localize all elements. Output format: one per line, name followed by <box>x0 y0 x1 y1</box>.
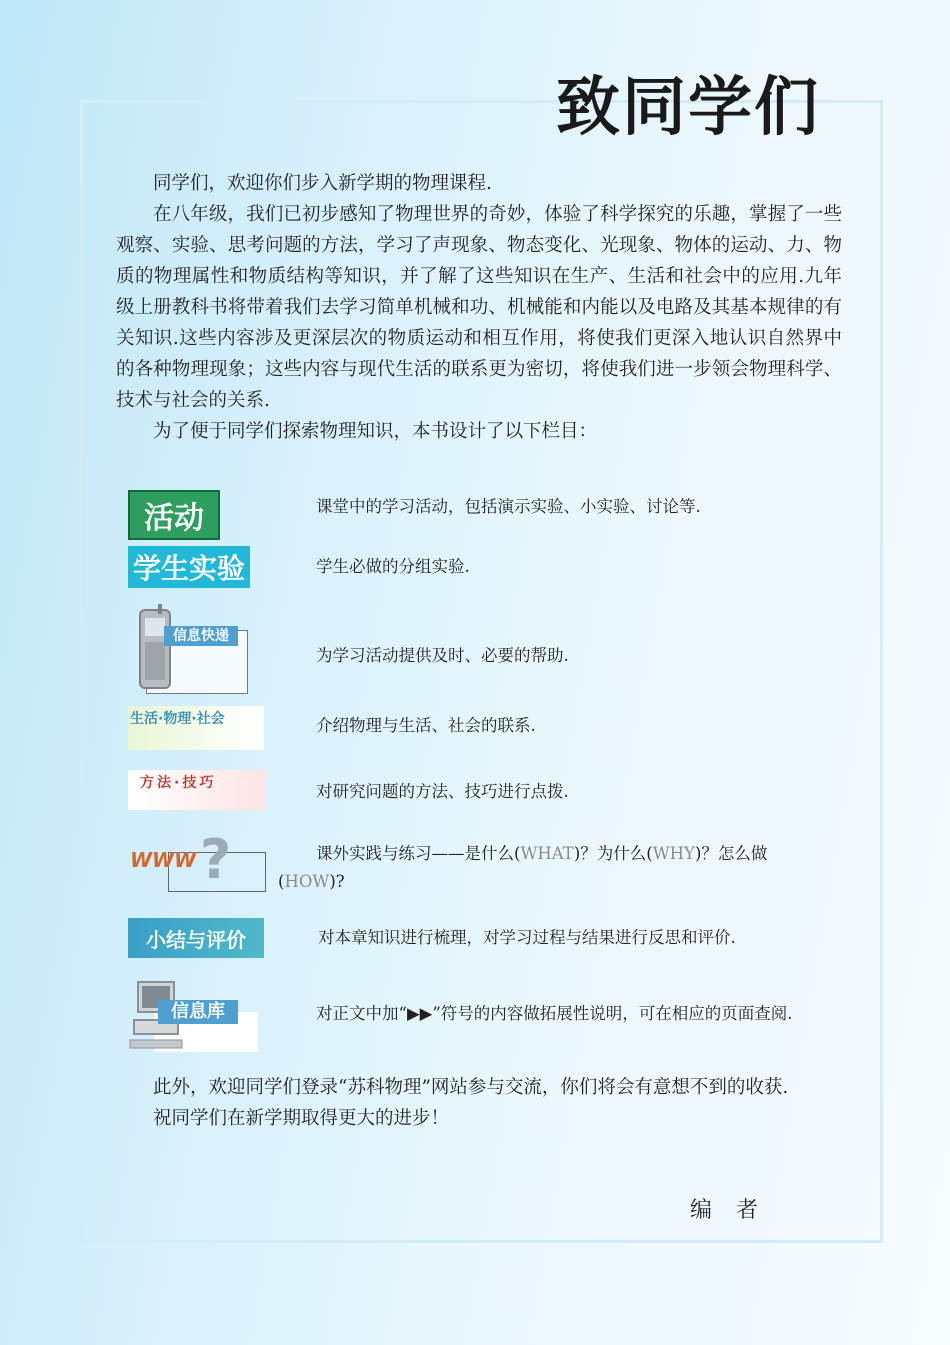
intro-text <box>116 168 842 447</box>
www-desc-part-b: )？为什么( <box>573 844 653 863</box>
life-physics-society-label: 生活·物理·社会 <box>130 711 225 727</box>
info-express-description: 为学习活动提供及时、必要的帮助. <box>316 646 569 665</box>
activity-badge-icon <box>128 490 220 540</box>
double-triangle-symbol: ▶▶ <box>406 1004 433 1023</box>
info-express-label: 信息快递 <box>164 626 238 646</box>
mobile-phone-icon <box>128 604 178 694</box>
www-what: WHAT <box>520 844 574 863</box>
method-skill-label: 方法·技巧 <box>140 775 217 791</box>
www-why: WHY <box>652 844 695 863</box>
column-row-info-express <box>128 604 848 696</box>
closing-paragraph-1: 此外，欢迎同学们登录“苏科物理”网站参与交流，你们将会有意想不到的收获. <box>153 1077 789 1098</box>
column-row-summary-evaluation <box>128 918 848 962</box>
closing-text <box>116 1072 842 1134</box>
question-mark-icon: ? <box>200 828 232 891</box>
summary-evaluation-badge-icon <box>128 918 264 958</box>
info-library-desc-part-b: ”符号的内容做拓展性说明，可在相应的页面查阅. <box>432 1004 793 1023</box>
www-desc-part-d: )? <box>329 872 345 891</box>
student-experiment-description: 学生必做的分组实验. <box>316 557 470 576</box>
info-library-desc-part-a: 对正文中加“ <box>316 1004 407 1023</box>
method-skill-description: 对研究问题的方法、技巧进行点拨. <box>316 782 569 801</box>
www-desc-part-c: )？怎么做( <box>278 844 768 891</box>
www-how: HOW <box>284 872 330 891</box>
page-title: 致同学们 <box>556 68 886 148</box>
life-physics-society-badge-icon <box>128 706 264 750</box>
signature: 编者 <box>690 1198 783 1223</box>
activity-badge-label: 活动 <box>144 501 204 536</box>
closing-paragraph-2: 祝同学们在新学期取得更大的进步！ <box>153 1108 450 1129</box>
www-desc-part-a: 课外实践与练习——是什么( <box>316 844 521 863</box>
www-description <box>278 840 798 896</box>
column-row-method-skill <box>128 770 848 814</box>
column-row-life-physics-society <box>128 706 848 754</box>
method-skill-badge-icon <box>128 770 266 810</box>
student-experiment-badge-icon <box>128 546 250 588</box>
activity-description: 课堂中的学习活动，包括演示实验、小实验、讨论等. <box>316 497 701 516</box>
summary-evaluation-description: 对本章知识进行梳理，对学习过程与结果进行反思和评价. <box>318 928 736 947</box>
intro-paragraph-1: 同学们，欢迎你们步入新学期的物理课程. <box>153 173 492 194</box>
column-row-student-experiment <box>128 546 848 606</box>
column-row-www <box>128 828 848 898</box>
intro-paragraph-3: 为了便于同学们探索物理知识，本书设计了以下栏目： <box>153 421 598 442</box>
summary-evaluation-label: 小结与评价 <box>146 927 246 952</box>
column-row-activity <box>128 490 848 550</box>
life-physics-society-description: 介绍物理与生活、社会的联系. <box>316 716 536 735</box>
intro-paragraph-2: 在八年级，我们已初步感知了物理世界的奇妙，体验了科学探究的乐趣，掌握了一些观察、实验、思考问题的方法，学习了声现象、物态变化、光现象、物体的运动、力、物质的物理属性和物质结构等知识，并了解了这些知识在生产、生活和社会中的应用.九年级上册教科书将带着我们去学习简单机械和功、机械能和内能以及电路及其基本规律的有关知识.这些内容涉及更深层次的物质运动和相互作用，将使我们更深入地认识自然界中的各种物理现象；这些内容与现代生活的联系更为密切，将使我们进一步领会物理科学、技术与社会的关系. <box>116 204 842 411</box>
www-icon: WWW <box>130 848 197 872</box>
student-experiment-badge-label: 学生实验 <box>132 552 245 585</box>
info-library-description <box>278 1000 798 1028</box>
info-library-label: 信息库 <box>158 1000 238 1024</box>
column-row-info-library <box>128 978 848 1058</box>
